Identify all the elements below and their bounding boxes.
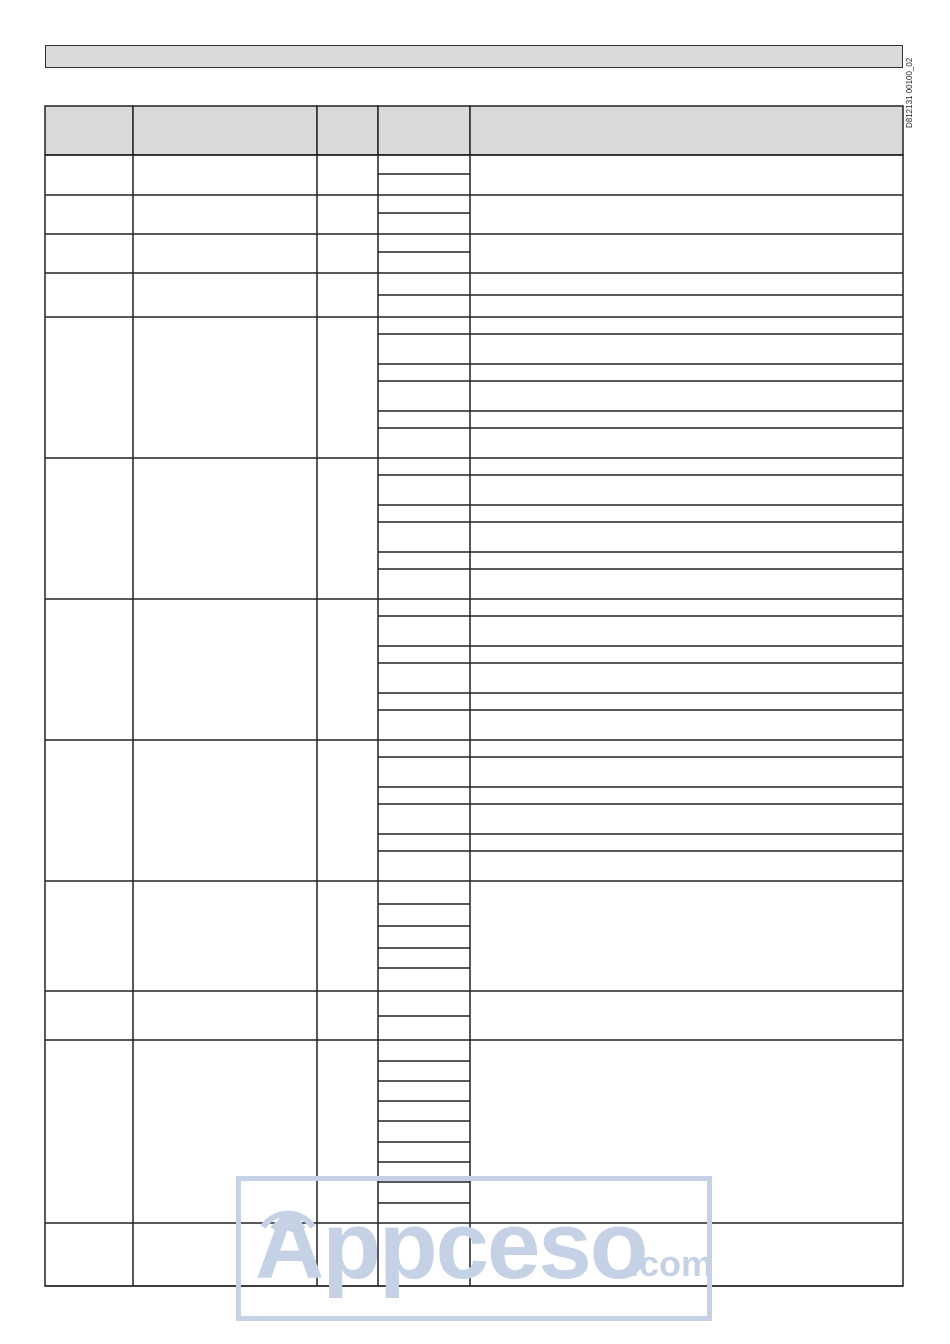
table-grid: [45, 106, 903, 1286]
header-cell: [378, 106, 470, 155]
table-body: [45, 155, 903, 1286]
header-cell: [133, 106, 317, 155]
parameter-table: [45, 106, 903, 1286]
document-code: D812131 00100_02: [905, 57, 914, 128]
watermark-brand: Appceso: [255, 1192, 647, 1299]
watermark: [236, 1176, 712, 1321]
header-cell: [45, 106, 133, 155]
header-cell: [317, 106, 378, 155]
header-cell: [470, 106, 903, 155]
watermark-suffix: .com: [629, 1243, 714, 1284]
title-bar: [45, 45, 903, 68]
